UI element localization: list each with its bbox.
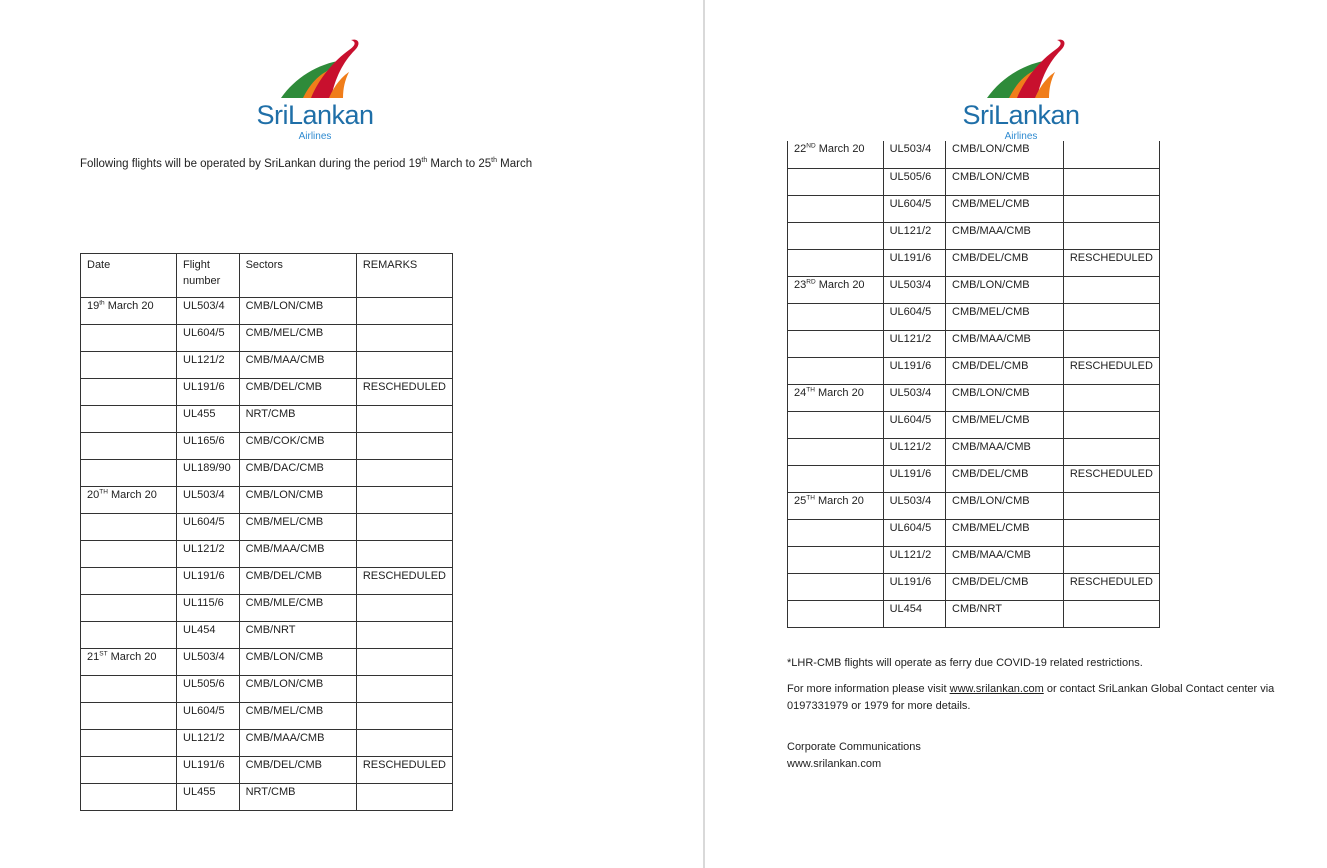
peacock-bird-icon bbox=[245, 38, 385, 100]
date-cell bbox=[788, 195, 884, 222]
flight-number-cell: UL503/4 bbox=[177, 487, 240, 514]
table-row bbox=[81, 514, 453, 541]
date-cell: 20TH March 20 bbox=[81, 487, 177, 514]
flight-number-cell: UL121/2 bbox=[177, 352, 240, 379]
flight-number-cell: UL191/6 bbox=[883, 465, 945, 492]
date-cell bbox=[81, 595, 177, 622]
ferry-note: *LHR-CMB flights will operate as ferry due COVID-19 related restrictions. bbox=[787, 657, 1143, 669]
sector-cell: NRT/CMB bbox=[239, 406, 356, 433]
date-cell bbox=[81, 703, 177, 730]
flight-number-cell: UL121/2 bbox=[883, 438, 945, 465]
flight-number-cell: UL604/5 bbox=[177, 325, 240, 352]
date-cell bbox=[81, 325, 177, 352]
table-row bbox=[788, 519, 1160, 546]
flight-number-cell: UL191/6 bbox=[177, 757, 240, 784]
sector-cell: CMB/MAA/CMB bbox=[946, 546, 1064, 573]
table-row bbox=[788, 195, 1160, 222]
sector-cell: CMB/MAA/CMB bbox=[946, 330, 1064, 357]
date-cell bbox=[81, 541, 177, 568]
date-cell: 22ND March 20 bbox=[788, 141, 884, 168]
date-cell bbox=[788, 465, 884, 492]
flight-number-cell: UL121/2 bbox=[883, 222, 945, 249]
sector-cell: CMB/MAA/CMB bbox=[239, 730, 356, 757]
sector-cell: CMB/MAA/CMB bbox=[946, 438, 1064, 465]
table-row bbox=[788, 384, 1160, 411]
table-row bbox=[81, 541, 453, 568]
remarks-cell: RESCHEDULED bbox=[356, 568, 452, 595]
date-cell bbox=[81, 379, 177, 406]
date-cell bbox=[81, 784, 177, 811]
date-cell bbox=[81, 730, 177, 757]
flight-number-cell: UL503/4 bbox=[883, 141, 945, 168]
remarks-cell bbox=[356, 730, 452, 757]
date-cell bbox=[788, 168, 884, 195]
flight-number-cell: UL604/5 bbox=[177, 703, 240, 730]
table-row bbox=[788, 168, 1160, 195]
flight-number-cell: UL503/4 bbox=[177, 649, 240, 676]
remarks-cell bbox=[356, 703, 452, 730]
sector-cell: CMB/DEL/CMB bbox=[946, 357, 1064, 384]
date-cell: 25TH March 20 bbox=[788, 492, 884, 519]
date-cell bbox=[81, 406, 177, 433]
date-cell bbox=[788, 573, 884, 600]
remarks-cell bbox=[356, 649, 452, 676]
remarks-cell bbox=[356, 325, 452, 352]
sector-cell: CMB/MAA/CMB bbox=[239, 541, 356, 568]
logo-wordmark: SriLankan bbox=[962, 100, 1080, 130]
remarks-cell: RESCHEDULED bbox=[1063, 465, 1159, 492]
flight-number-cell: UL503/4 bbox=[883, 276, 945, 303]
date-cell bbox=[788, 546, 884, 573]
remarks-cell bbox=[1063, 222, 1159, 249]
date-cell: 21ST March 20 bbox=[81, 649, 177, 676]
remarks-cell bbox=[1063, 330, 1159, 357]
flight-number-cell: UL604/5 bbox=[883, 519, 945, 546]
table-row bbox=[81, 487, 453, 514]
flight-number-cell: UL503/4 bbox=[883, 492, 945, 519]
flight-number-cell: UL121/2 bbox=[177, 730, 240, 757]
flight-number-cell: UL604/5 bbox=[883, 411, 945, 438]
flight-number-cell: UL191/6 bbox=[177, 379, 240, 406]
table-row bbox=[81, 325, 453, 352]
date-cell bbox=[788, 519, 884, 546]
sector-cell: CMB/MAA/CMB bbox=[946, 222, 1064, 249]
srilankan-logo bbox=[245, 38, 385, 148]
sector-cell: CMB/DEL/CMB bbox=[946, 573, 1064, 600]
date-cell bbox=[788, 357, 884, 384]
remarks-cell: RESCHEDULED bbox=[1063, 249, 1159, 276]
remarks-cell: RESCHEDULED bbox=[1063, 357, 1159, 384]
flight-schedule-table-continued bbox=[787, 141, 1160, 628]
date-cell bbox=[788, 600, 884, 627]
table-row bbox=[788, 465, 1160, 492]
signoff-url: www.srilankan.com bbox=[787, 758, 882, 770]
flight-number-cell: UL165/6 bbox=[177, 433, 240, 460]
remarks-cell bbox=[1063, 519, 1159, 546]
flight-number-cell: UL604/5 bbox=[883, 195, 945, 222]
table-row bbox=[81, 298, 453, 325]
sector-cell: CMB/MLE/CMB bbox=[239, 595, 356, 622]
sector-cell: CMB/DEL/CMB bbox=[239, 568, 356, 595]
column-header-date: Date bbox=[81, 254, 177, 298]
date-cell bbox=[81, 622, 177, 649]
flight-number-cell: UL121/2 bbox=[883, 546, 945, 573]
flight-number-cell: UL191/6 bbox=[883, 573, 945, 600]
table-row bbox=[81, 595, 453, 622]
sector-cell: CMB/MEL/CMB bbox=[946, 519, 1064, 546]
table-row bbox=[81, 703, 453, 730]
table-row bbox=[788, 573, 1160, 600]
sector-cell: CMB/MEL/CMB bbox=[239, 703, 356, 730]
contact-info: For more information please visit www.srilankan.com or contact SriLankan Global Contact center via 0197331979 or 1979 for more details. bbox=[787, 683, 1275, 712]
table-row bbox=[788, 438, 1160, 465]
sector-cell: CMB/MEL/CMB bbox=[239, 325, 356, 352]
remarks-cell: RESCHEDULED bbox=[356, 757, 452, 784]
remarks-cell bbox=[1063, 438, 1159, 465]
remarks-cell bbox=[356, 514, 452, 541]
sector-cell: CMB/LON/CMB bbox=[239, 298, 356, 325]
remarks-cell: RESCHEDULED bbox=[1063, 573, 1159, 600]
sector-cell: CMB/COK/CMB bbox=[239, 433, 356, 460]
sector-cell: CMB/LON/CMB bbox=[946, 276, 1064, 303]
flight-number-cell: UL505/6 bbox=[177, 676, 240, 703]
remarks-cell bbox=[356, 784, 452, 811]
signoff bbox=[787, 739, 921, 773]
table-row bbox=[81, 379, 453, 406]
table-row bbox=[81, 784, 453, 811]
table-row bbox=[788, 492, 1160, 519]
table-row bbox=[81, 568, 453, 595]
table-row bbox=[81, 730, 453, 757]
remarks-cell bbox=[1063, 141, 1159, 168]
column-header-remarks: REMARKS bbox=[356, 254, 452, 298]
sector-cell: CMB/DEL/CMB bbox=[239, 757, 356, 784]
flight-number-cell: UL455 bbox=[177, 406, 240, 433]
sector-cell: CMB/MEL/CMB bbox=[946, 303, 1064, 330]
remarks-cell bbox=[356, 676, 452, 703]
remarks-cell: RESCHEDULED bbox=[356, 379, 452, 406]
remarks-cell bbox=[1063, 276, 1159, 303]
remarks-cell bbox=[356, 541, 452, 568]
table-row bbox=[81, 460, 453, 487]
sector-cell: CMB/DAC/CMB bbox=[239, 460, 356, 487]
flight-number-cell: UL191/6 bbox=[883, 249, 945, 276]
logo-subtitle: Airlines bbox=[298, 131, 332, 142]
remarks-cell bbox=[356, 487, 452, 514]
table-row bbox=[788, 249, 1160, 276]
remarks-cell bbox=[1063, 546, 1159, 573]
sector-cell: CMB/MAA/CMB bbox=[239, 352, 356, 379]
sector-cell: CMB/MEL/CMB bbox=[946, 195, 1064, 222]
remarks-cell bbox=[356, 352, 452, 379]
date-cell bbox=[81, 568, 177, 595]
date-cell bbox=[788, 438, 884, 465]
flight-number-cell: UL121/2 bbox=[883, 330, 945, 357]
date-cell: 24TH March 20 bbox=[788, 384, 884, 411]
sector-cell: CMB/LON/CMB bbox=[239, 676, 356, 703]
sector-cell: CMB/LON/CMB bbox=[239, 649, 356, 676]
column-header-sectors: Sectors bbox=[239, 254, 356, 298]
sector-cell: CMB/DEL/CMB bbox=[946, 465, 1064, 492]
sector-cell: CMB/LON/CMB bbox=[946, 141, 1064, 168]
table-row bbox=[788, 600, 1160, 627]
remarks-cell bbox=[1063, 600, 1159, 627]
table-row bbox=[788, 411, 1160, 438]
remarks-cell bbox=[1063, 195, 1159, 222]
table-row bbox=[788, 546, 1160, 573]
table-header-row bbox=[81, 254, 453, 298]
flight-number-cell: UL191/6 bbox=[883, 357, 945, 384]
flight-number-cell: UL505/6 bbox=[883, 168, 945, 195]
date-cell bbox=[788, 222, 884, 249]
sector-cell: NRT/CMB bbox=[239, 784, 356, 811]
flight-number-cell: UL604/5 bbox=[177, 514, 240, 541]
sector-cell: CMB/MEL/CMB bbox=[239, 514, 356, 541]
date-cell bbox=[788, 249, 884, 276]
sector-cell: CMB/LON/CMB bbox=[946, 492, 1064, 519]
sector-cell: CMB/NRT bbox=[946, 600, 1064, 627]
date-cell bbox=[81, 433, 177, 460]
table-row bbox=[788, 303, 1160, 330]
logo-subtitle: Airlines bbox=[1004, 131, 1038, 142]
table-row bbox=[81, 676, 453, 703]
flight-schedule-table bbox=[80, 253, 453, 811]
date-cell: 23RD March 20 bbox=[788, 276, 884, 303]
remarks-cell bbox=[356, 406, 452, 433]
srilankan-website-link[interactable]: www.srilankan.com bbox=[949, 683, 1044, 695]
table-row bbox=[788, 330, 1160, 357]
flight-number-cell: UL115/6 bbox=[177, 595, 240, 622]
sector-cell: CMB/LON/CMB bbox=[946, 168, 1064, 195]
sector-cell: CMB/LON/CMB bbox=[239, 487, 356, 514]
flight-number-cell: UL455 bbox=[177, 784, 240, 811]
peacock-bird-icon bbox=[951, 38, 1091, 100]
table-row bbox=[81, 406, 453, 433]
table-row bbox=[81, 433, 453, 460]
table-row bbox=[81, 352, 453, 379]
table-row bbox=[81, 622, 453, 649]
flight-number-cell: UL121/2 bbox=[177, 541, 240, 568]
table-row bbox=[788, 141, 1160, 168]
flight-number-cell: UL191/6 bbox=[177, 568, 240, 595]
intro-text: Following flights will be operated by SriLankan during the period 19th March to 25th March bbox=[80, 157, 533, 170]
flight-number-cell: UL454 bbox=[177, 622, 240, 649]
table-row bbox=[788, 222, 1160, 249]
column-header-flight: Flight number bbox=[177, 254, 240, 298]
date-cell bbox=[788, 330, 884, 357]
srilankan-logo bbox=[951, 38, 1091, 148]
remarks-cell bbox=[356, 433, 452, 460]
table-row bbox=[81, 649, 453, 676]
remarks-cell bbox=[356, 460, 452, 487]
remarks-cell bbox=[356, 298, 452, 325]
signoff-organization: Corporate Communications bbox=[787, 741, 921, 753]
flight-number-cell: UL503/4 bbox=[177, 298, 240, 325]
flight-number-cell: UL454 bbox=[883, 600, 945, 627]
sector-cell: CMB/DEL/CMB bbox=[239, 379, 356, 406]
remarks-cell bbox=[1063, 411, 1159, 438]
date-cell bbox=[788, 411, 884, 438]
table-row bbox=[788, 276, 1160, 303]
remarks-cell bbox=[356, 622, 452, 649]
table-row bbox=[788, 357, 1160, 384]
sector-cell: CMB/MEL/CMB bbox=[946, 411, 1064, 438]
date-cell bbox=[81, 514, 177, 541]
remarks-cell bbox=[356, 595, 452, 622]
date-cell bbox=[81, 460, 177, 487]
remarks-cell bbox=[1063, 492, 1159, 519]
remarks-cell bbox=[1063, 168, 1159, 195]
flight-number-cell: UL604/5 bbox=[883, 303, 945, 330]
flight-number-cell: UL503/4 bbox=[883, 384, 945, 411]
remarks-cell bbox=[1063, 384, 1159, 411]
logo-wordmark: SriLankan bbox=[256, 100, 374, 130]
sector-cell: CMB/NRT bbox=[239, 622, 356, 649]
flight-number-cell: UL189/90 bbox=[177, 460, 240, 487]
sector-cell: CMB/DEL/CMB bbox=[946, 249, 1064, 276]
date-cell: 19th March 20 bbox=[81, 298, 177, 325]
date-cell bbox=[81, 676, 177, 703]
date-cell bbox=[81, 757, 177, 784]
date-cell bbox=[81, 352, 177, 379]
sector-cell: CMB/LON/CMB bbox=[946, 384, 1064, 411]
date-cell bbox=[788, 303, 884, 330]
table-row bbox=[81, 757, 453, 784]
remarks-cell bbox=[1063, 303, 1159, 330]
